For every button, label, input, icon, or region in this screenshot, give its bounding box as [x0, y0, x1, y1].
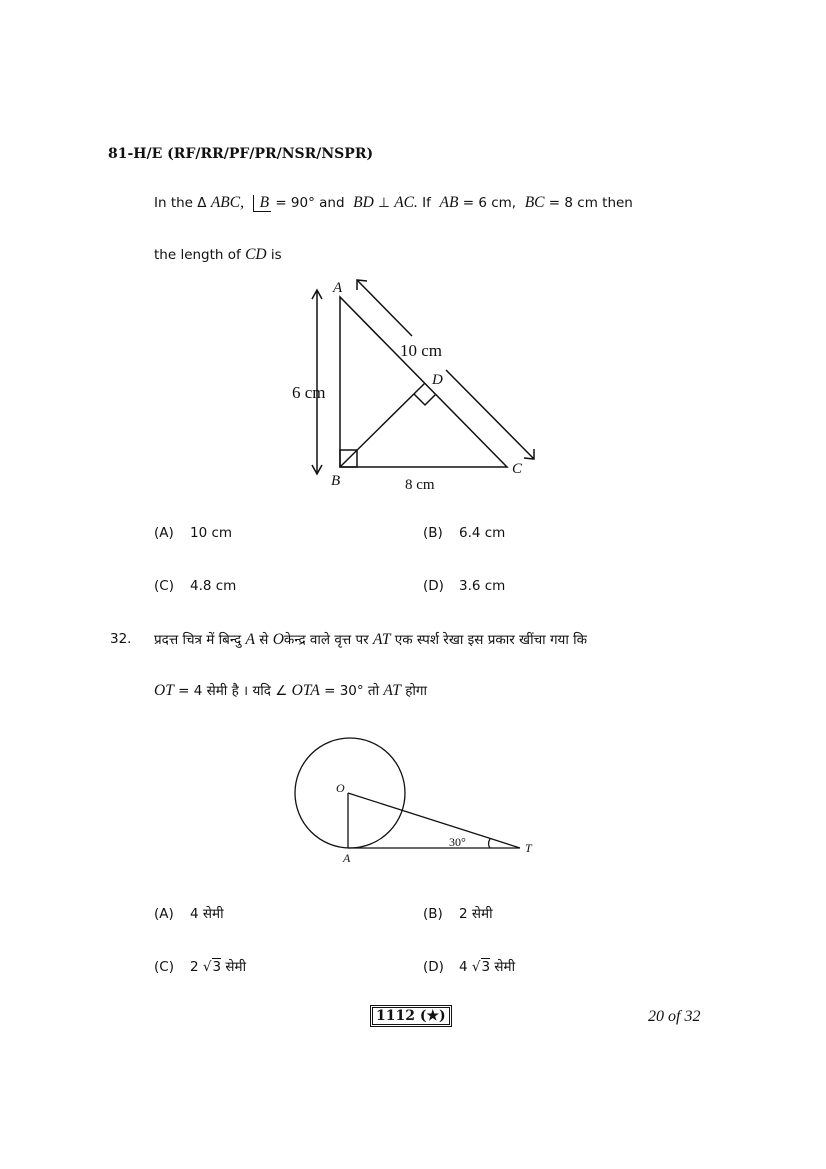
text: केन्द्र वाले वृत्त पर	[283, 632, 369, 648]
text: is	[270, 247, 282, 263]
math: A	[245, 631, 255, 648]
text: होगा	[405, 683, 427, 699]
text: In the Δ	[154, 195, 207, 211]
q31-option-c[interactable]	[154, 578, 236, 594]
option-unit: सेमी	[202, 906, 224, 922]
option-unit: सेमी	[471, 906, 493, 922]
label-t: T	[525, 841, 532, 855]
text: = 8 cm then	[548, 195, 633, 211]
math: AB	[439, 194, 459, 211]
q31-option-a[interactable]	[154, 525, 232, 541]
option-letter: (D)	[423, 959, 444, 975]
option-unit: सेमी	[225, 959, 247, 975]
option-text: 4.8 cm	[190, 578, 237, 594]
option-letter: (A)	[154, 906, 174, 922]
label-8cm: 8 cm	[405, 477, 435, 493]
math: OT	[154, 682, 174, 699]
option-value: 2	[459, 906, 468, 922]
text: = 4 सेमी है । यदि ∠	[178, 683, 288, 699]
label-o: O	[336, 781, 345, 795]
option-text: 6.4 cm	[459, 525, 506, 541]
label-a: A	[343, 851, 351, 865]
triangle-figure	[312, 280, 534, 474]
booklet-code: 1112 (★)	[372, 1007, 450, 1025]
radicand: 3	[212, 959, 222, 975]
text: प्रदत्त चित्र में बिन्दु	[154, 632, 242, 648]
math: AT	[372, 631, 391, 648]
q32-line2	[154, 681, 427, 700]
radicand: 3	[481, 959, 491, 975]
circle-labels	[336, 781, 533, 865]
option-letter: (C)	[154, 959, 174, 975]
label-6cm: 6 cm	[292, 383, 326, 402]
label-a: A	[333, 280, 343, 296]
math: CD	[245, 246, 267, 263]
q32-line1	[154, 630, 587, 649]
option-unit: सेमी	[494, 959, 516, 975]
q31-option-d[interactable]	[423, 578, 505, 594]
right-angle-d	[414, 394, 436, 405]
label-d: D	[432, 372, 443, 388]
option-letter: (D)	[423, 578, 444, 594]
option-value: 2	[190, 959, 199, 975]
segment-bd	[340, 383, 425, 467]
math: BC	[524, 194, 545, 211]
math: AT	[383, 682, 401, 699]
option-value: 4	[459, 959, 468, 975]
text: If	[422, 195, 431, 211]
text: the length of	[154, 247, 241, 263]
text: से	[259, 632, 269, 648]
math: B	[259, 194, 270, 211]
label-c: C	[512, 461, 523, 477]
text: = 90° and	[275, 195, 345, 211]
text: एक स्पर्श रेखा इस प्रकार खींचा गया कि	[394, 632, 588, 648]
math: OTA	[291, 682, 320, 699]
q32-option-b[interactable]	[423, 904, 493, 922]
option-letter: (B)	[423, 525, 443, 541]
text: ⊥	[378, 195, 390, 211]
label-30deg: 30°	[449, 835, 466, 849]
option-value: 4	[190, 906, 199, 922]
angle-arc	[489, 839, 491, 848]
triangle-labels	[292, 280, 523, 493]
text: = 30° तो	[324, 683, 380, 699]
math: BD	[353, 194, 374, 211]
paper-code-header: 81-H/E (RF/RR/PF/PR/NSR/NSPR)	[108, 146, 374, 162]
page-number: 20 of 32	[648, 1008, 701, 1025]
option-text: 10 cm	[190, 525, 233, 541]
math: ABC,	[210, 194, 244, 211]
option-letter: (B)	[423, 906, 443, 922]
option-letter: (A)	[154, 525, 174, 541]
label-10cm: 10 cm	[400, 341, 443, 360]
q32-option-d[interactable]: (D) 4 √3 सेमी	[423, 959, 516, 975]
q32-option-c[interactable]: (C) 2 √3 सेमी	[154, 959, 247, 975]
math: AC.	[394, 194, 418, 211]
math: O	[272, 631, 284, 648]
text: = 6 cm,	[462, 195, 517, 211]
q32-option-a[interactable]	[154, 904, 224, 922]
arrow-10cm	[446, 370, 534, 459]
q32-number: 32.	[110, 631, 132, 647]
label-b: B	[331, 473, 341, 489]
q31-option-b[interactable]	[423, 525, 505, 541]
segment-ot	[348, 793, 520, 848]
option-text: 3.6 cm	[459, 578, 506, 594]
arrow-10cm	[357, 280, 412, 336]
circle-figure	[295, 738, 520, 848]
option-letter: (C)	[154, 578, 174, 594]
